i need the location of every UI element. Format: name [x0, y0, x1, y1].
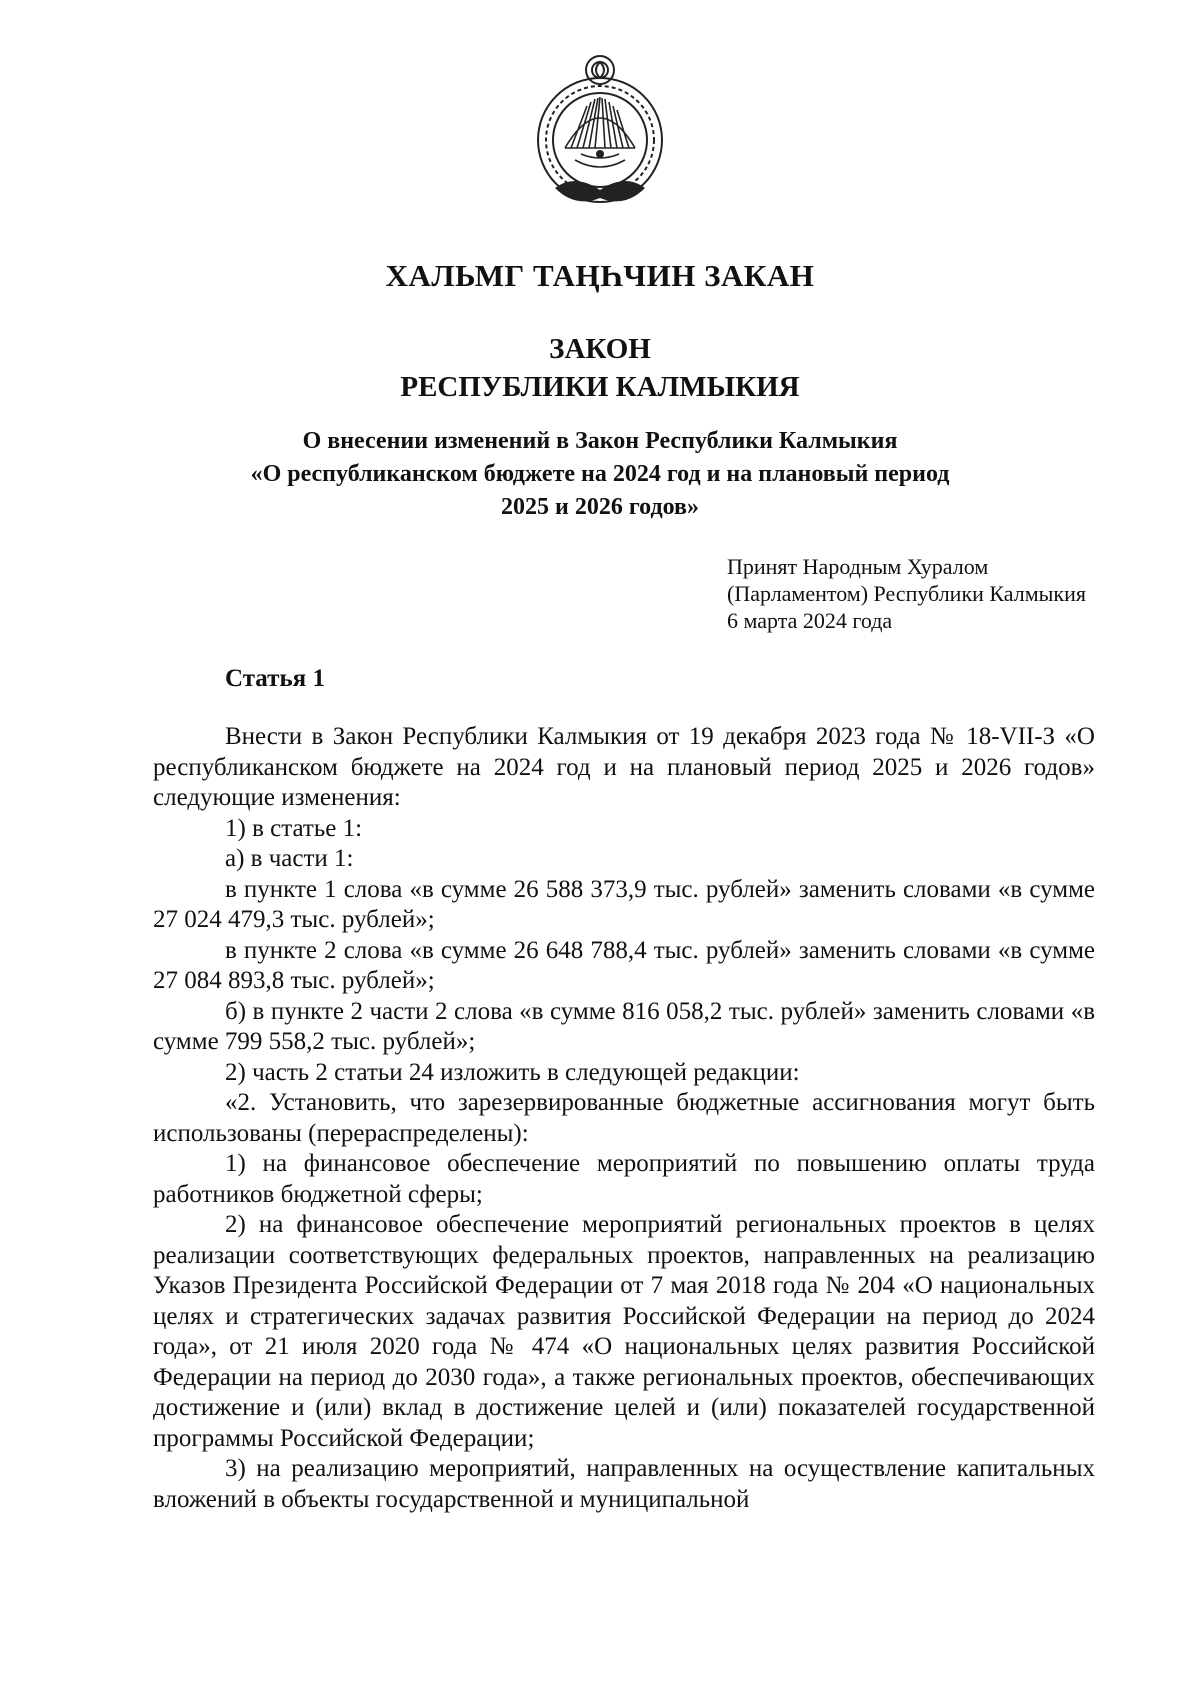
adoption-line-3: 6 марта 2024 года: [727, 608, 893, 633]
paragraph: «2. Установить, что зарезервированные бюджетные ассигнования могут быть использованы (перераспределены):: [153, 1089, 1095, 1147]
heading-law-line-1: ЗАКОН: [549, 333, 651, 365]
paragraph: 3) на реализацию мероприятий, направленных на осуществление капитальных вложений в объекты государственной и муниципальной: [153, 1455, 1095, 1513]
article-body: [153, 722, 1095, 1515]
article-heading: Статья 1: [225, 665, 325, 692]
republic-emblem: [525, 48, 675, 218]
law-title-line-3: 2025 и 2026 годов»: [501, 494, 699, 520]
paragraph: а) в части 1:: [225, 845, 354, 872]
heading-kalmyk: ХАЛЬМГ ТАҢҺЧИН ЗАКАН: [385, 258, 815, 293]
adoption-note: [727, 553, 1086, 634]
paragraph: в пункте 1 слова «в сумме 26 588 373,9 тыс. рублей» заменить словами «в сумме 27 024 479,3 тыс. рублей»;: [153, 875, 1095, 933]
paragraph: 2) на финансовое обеспечение мероприятий региональных проектов в целях реализации соответствующих федеральных проектов, направленных на реализацию Указов Президента Российской Федерации от 7 мая 2018 года № 204 «О национальных целях и стратегических задачах развития Российской Федерации на период до 2024 года», от 21 июля 2020 года № 474 «О национальных целях развития Российской Федерации на период до 2030 года», а также региональных проектов, обеспечивающих достижение и (или) вклад в достижение целей и (или) показателей государственной программы Российской Федерации;: [153, 1211, 1095, 1452]
adoption-line-1: Принят Народным Хуралом: [727, 554, 989, 579]
law-title: [200, 425, 1000, 524]
heading-law-line-2: РЕСПУБЛИКИ КАЛМЫКИЯ: [400, 371, 800, 403]
law-title-line-2: «О республиканском бюджете на 2024 год и на плановый период: [250, 461, 950, 487]
heading-law: [0, 330, 1200, 406]
paragraph: б) в пункте 2 части 2 слова «в сумме 816 058,2 тыс. рублей» заменить словами «в сумме 799 558,2 тыс. рублей»;: [153, 997, 1095, 1055]
paragraph: в пункте 2 слова «в сумме 26 648 788,4 тыс. рублей» заменить словами «в сумме 27 084 893,8 тыс. рублей»;: [153, 936, 1095, 994]
adoption-line-2: (Парламентом) Республики Калмыкия: [727, 581, 1087, 606]
paragraph: 2) часть 2 статьи 24 изложить в следующей редакции:: [225, 1058, 800, 1086]
paragraph: Внести в Закон Республики Калмыкия от 19 декабря 2023 года № 18-VII-З «О республиканском бюджете на 2024 год и на плановый период 2025 и 2026 годов» следующие изменения:: [153, 723, 1095, 811]
paragraph: 1) на финансовое обеспечение мероприятий по повышению оплаты труда работников бюджетной сферы;: [153, 1150, 1095, 1208]
law-title-line-1: О внесении изменений в Закон Республики Калмыкия: [302, 428, 898, 454]
paragraph: 1) в статье 1:: [225, 814, 363, 842]
